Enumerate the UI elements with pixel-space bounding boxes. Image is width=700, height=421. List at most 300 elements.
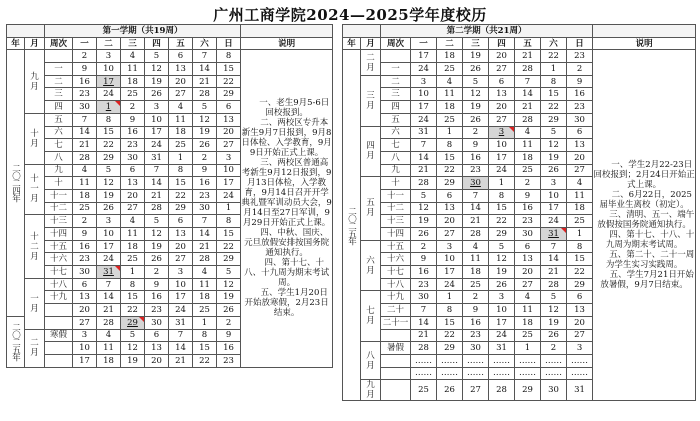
day-cell: …… [489,367,515,380]
week-number: 五 [45,113,73,126]
month-label-text: 六月 [366,255,375,276]
day-cell: 21 [515,50,541,63]
day-cell: 24 [169,304,193,317]
semester-header-blank [593,25,696,38]
day-cell: 4 [515,126,541,139]
day-cell: 28 [489,380,515,401]
day-cell: 5 [97,164,121,177]
day-cell: 23 [145,304,169,317]
day-cell: 11 [193,278,217,291]
day-cell: 16 [193,177,217,190]
day-cell: 12 [489,253,515,266]
day-cell: 19 [411,215,437,228]
day-cell: 26 [489,278,515,291]
day-cell: 3 [169,266,193,279]
month-label [361,50,381,75]
day-cell: 20 [73,304,97,317]
day-cell: 2 [217,316,241,329]
day-cell: 13 [515,253,541,266]
note-line: 一、学生2月22-23日回校报到；2月24日开始正式上课。 [593,160,695,191]
day-cell: 3 [73,329,97,342]
day-cell: 3 [489,291,515,304]
day-cell: 9 [217,329,241,342]
day-cell: 9 [145,278,169,291]
day-cell: 6 [489,75,515,88]
day-cell: 28 [541,278,567,291]
week-number: 二 [381,75,411,88]
month-label-text: 十一月 [30,174,39,205]
semester-header-blank [343,25,381,38]
day-cell: 6 [169,50,193,63]
week-number: 十一 [45,189,73,202]
day-cell: 16 [121,126,145,139]
notes-cell [241,50,333,367]
day-cell: 4 [193,266,217,279]
week-number: 一 [381,63,411,76]
day-cell: 10 [437,253,463,266]
week-number: 十二 [45,202,73,215]
day-cell: 14 [169,342,193,355]
day-cell: 29 [121,316,145,329]
day-cell: 27 [121,202,145,215]
day-cell: 10 [97,228,121,241]
day-cell: 11 [121,228,145,241]
day-cell: 10 [169,278,193,291]
day-cell: 12 [193,113,217,126]
day-cell: 28 [411,342,437,355]
note-line: 四、第十七、十八、十九周为期末考试周。 [244,258,330,289]
day-cell: …… [463,354,489,367]
week-number: 四 [381,101,411,114]
day-cell: 20 [489,101,515,114]
day-cell: 5 [411,189,437,202]
week-number [45,50,73,63]
day-cell: 28 [515,113,541,126]
month-label [25,215,45,278]
day-cell: 18 [121,240,145,253]
month-label-text: 十二月 [30,231,39,262]
column-header-9: 日 [567,37,593,50]
week-number: 十八 [381,278,411,291]
day-cell: 24 [489,329,515,342]
day-cell: 16 [145,291,169,304]
week-number: 一 [45,63,73,76]
day-cell: 14 [145,177,169,190]
column-header-1: 月 [361,37,381,50]
day-cell: 20 [169,75,193,88]
day-cell: 12 [97,177,121,190]
day-cell: 9 [73,63,97,76]
day-cell: 18 [515,151,541,164]
day-cell: 21 [145,189,169,202]
semester-header: 第一学期（共19周） [45,25,241,38]
day-cell: 5 [145,50,169,63]
month-label-text: 五月 [366,198,375,219]
day-cell: 7 [541,240,567,253]
month-label [25,50,45,113]
day-cell: 27 [169,253,193,266]
day-cell: 24 [145,139,169,152]
week-number: 十四 [45,228,73,241]
day-cell: 26 [411,228,437,241]
day-cell: 25 [193,304,217,317]
day-cell: 3 [437,240,463,253]
day-cell: 5 [463,75,489,88]
day-cell: 17 [217,177,241,190]
column-header-7: 五 [169,37,193,50]
day-cell: 18 [121,75,145,88]
day-cell: 14 [541,253,567,266]
day-cell: …… [489,354,515,367]
day-cell: 26 [145,253,169,266]
day-cell: 23 [567,101,593,114]
day-cell: 31 [567,380,593,401]
day-cell: 6 [567,291,593,304]
week-number: 十七 [45,266,73,279]
week-number: 十三 [45,215,73,228]
month-label [361,126,381,177]
day-cell: 24 [97,88,121,101]
day-cell: …… [437,367,463,380]
week-number [45,342,73,355]
day-cell: 1 [121,266,145,279]
week-number: 九 [45,164,73,177]
day-cell: 15 [97,126,121,139]
week-number: 十四 [381,228,411,241]
day-cell: 3 [567,342,593,355]
day-cell: 23 [217,354,241,367]
day-cell: 10 [489,304,515,317]
note-line: 五、学生7月21日开始放暑假，9月7日结束。 [600,270,694,291]
day-cell: 5 [193,101,217,114]
week-number: 三 [45,88,73,101]
day-cell: 2 [515,177,541,190]
day-cell: 29 [437,177,463,190]
day-cell: 13 [489,88,515,101]
day-cell: 14 [411,151,437,164]
day-cell: 8 [121,278,145,291]
note-line: 三、两校区普通高考新生9月12日报到，9月13日体检，入学教育，9月14日召开开学典礼暨军训动员大会，9月14日至27日军训，9月29日开始正式上课。 [241,158,332,229]
day-cell: 17 [489,151,515,164]
day-cell: 1 [489,177,515,190]
note-line: 二、两校区专升本新生9月7日报到，9月8日体检、入学教育，9月9日开始正式上课。 [241,118,332,159]
day-cell: 1 [437,126,463,139]
day-cell: 21 [193,240,217,253]
day-cell: 3 [217,151,241,164]
day-cell: 22 [217,75,241,88]
day-cell: 30 [73,101,97,114]
day-cell: 21 [193,75,217,88]
day-cell: 13 [567,139,593,152]
day-cell: 25 [437,63,463,76]
day-cell: 30 [145,316,169,329]
month-label [361,380,381,401]
week-number: 十七 [381,266,411,279]
day-cell: 7 [169,329,193,342]
day-cell: 20 [567,316,593,329]
day-cell: 30 [73,266,97,279]
day-cell: 26 [437,380,463,401]
day-cell: 29 [437,342,463,355]
day-cell: 9 [463,304,489,317]
day-cell: 9 [193,164,217,177]
week-number [381,367,411,380]
day-cell: 15 [121,291,145,304]
week-number: 六 [45,126,73,139]
week-number [381,50,411,63]
day-cell: 9 [73,228,97,241]
day-cell: 2 [541,342,567,355]
day-cell: 6 [217,101,241,114]
day-cell: 8 [489,189,515,202]
day-cell: 1 [193,316,217,329]
note-line: 二、6月22日，2025届毕业生离校（初定）。 [599,190,692,211]
week-number: 三 [381,88,411,101]
day-cell: 25 [463,278,489,291]
year-label: 二〇二五年 [343,50,361,401]
column-header-3: 一 [411,37,437,50]
day-cell: 6 [567,126,593,139]
week-number: 十五 [45,240,73,253]
day-cell: 16 [567,88,593,101]
day-cell: 4 [169,101,193,114]
column-header-6: 四 [489,37,515,50]
day-cell: 12 [145,63,169,76]
day-cell: 14 [193,63,217,76]
day-cell: 26 [145,88,169,101]
month-label [361,240,381,291]
day-cell: 11 [169,113,193,126]
column-header-0: 年 [343,37,361,50]
day-cell: 29 [515,380,541,401]
day-cell: 26 [193,139,217,152]
day-cell: 24 [541,215,567,228]
month-label-text: 九月 [366,380,375,401]
day-cell: 4 [97,329,121,342]
day-cell: 4 [121,50,145,63]
day-cell: 1 [437,291,463,304]
day-cell: 9 [515,189,541,202]
day-cell: 17 [97,75,121,88]
day-cell: 2 [463,291,489,304]
day-cell: 7 [515,75,541,88]
day-cell: 23 [73,253,97,266]
day-cell: 20 [217,126,241,139]
day-cell: 31 [411,126,437,139]
month-label-text: 二月 [366,52,375,73]
day-cell: 3 [145,101,169,114]
month-label [25,278,45,329]
day-cell: 27 [567,164,593,177]
day-cell: 15 [193,342,217,355]
day-cell: 5 [541,126,567,139]
column-header-0: 年 [7,37,25,50]
year-label: 二〇二五年 [7,316,25,367]
day-cell: 19 [463,101,489,114]
day-cell: 1 [97,101,121,114]
month-label-text: 七月 [366,306,375,327]
day-cell: 13 [73,291,97,304]
day-cell: 8 [193,329,217,342]
day-cell: 22 [121,304,145,317]
day-cell: 22 [541,101,567,114]
week-number: 五 [381,113,411,126]
day-cell: 7 [73,113,97,126]
column-header-4: 二 [97,37,121,50]
week-number: 七 [45,139,73,152]
day-cell: 6 [145,329,169,342]
day-cell: 17 [411,50,437,63]
day-cell: 16 [73,75,97,88]
column-header-8: 六 [193,37,217,50]
day-cell: 26 [463,113,489,126]
day-cell: 2 [145,266,169,279]
day-cell: 26 [541,329,567,342]
day-cell: 17 [411,101,437,114]
day-cell: 2 [121,101,145,114]
day-cell: 28 [463,228,489,241]
day-cell: 24 [411,113,437,126]
day-cell: 1 [567,228,593,241]
note-line: 三、清明、五一、端午放假按国务院通知执行。 [597,210,695,231]
day-cell: 28 [193,253,217,266]
week-number: 暑假 [381,342,411,355]
day-cell: 11 [437,88,463,101]
day-cell: 12 [463,88,489,101]
column-header-row [7,37,333,50]
day-cell: 27 [489,113,515,126]
semester-2-calendar [342,24,696,401]
column-header-10: 说明 [241,37,333,50]
day-cell: 5 [121,329,145,342]
note-line: 一、老生9月5-6日回校报到。 [259,98,330,119]
day-cell: 18 [437,101,463,114]
day-cell: 18 [73,189,97,202]
day-cell: 6 [169,215,193,228]
day-cell: 11 [567,189,593,202]
day-cell: 7 [411,304,437,317]
week-number: 十 [381,177,411,190]
day-cell: 28 [73,151,97,164]
day-cell: 17 [437,266,463,279]
column-header-row [343,37,696,50]
day-cell: 4 [567,177,593,190]
day-cell: 21 [169,354,193,367]
day-cell: 19 [463,50,489,63]
day-cell: 19 [193,126,217,139]
day-cell: 4 [437,75,463,88]
day-cell: 25 [515,164,541,177]
day-cell: 15 [437,316,463,329]
week-number: 八 [381,151,411,164]
day-cell: 30 [463,342,489,355]
day-cell: 8 [541,75,567,88]
day-cell: 13 [121,177,145,190]
column-header-2: 周次 [381,37,411,50]
day-cell: 16 [463,151,489,164]
day-cell: 28 [145,202,169,215]
day-cell: 8 [97,113,121,126]
month-label [361,291,381,342]
day-cell: 30 [411,291,437,304]
column-header-5: 三 [121,37,145,50]
day-cell: 26 [541,164,567,177]
day-cell: 31 [169,316,193,329]
day-cell: 31 [541,228,567,241]
day-cell: 29 [567,278,593,291]
day-cell: …… [411,354,437,367]
day-cell: 12 [121,342,145,355]
day-cell: 12 [541,304,567,317]
note-line: 五、学生1月20日开始放寒假，2月23日结束。 [244,288,329,319]
day-cell: 30 [121,151,145,164]
day-cell: 15 [437,151,463,164]
month-label-text: 八月 [366,350,375,371]
day-cell: 7 [97,278,121,291]
day-cell: 22 [97,139,121,152]
day-cell: 28 [515,63,541,76]
day-cell: 5 [145,215,169,228]
day-cell: 22 [541,50,567,63]
day-cell: 24 [97,253,121,266]
day-cell: 13 [169,63,193,76]
day-cell: 27 [515,278,541,291]
day-cell: 7 [145,164,169,177]
day-cell: 30 [193,202,217,215]
day-cell: 25 [73,202,97,215]
day-cell: 7 [193,50,217,63]
day-cell: 5 [217,266,241,279]
day-cell: …… [463,367,489,380]
month-label-text: 二月 [30,338,39,359]
day-cell: 2 [73,215,97,228]
day-cell: 16 [73,240,97,253]
day-cell: …… [567,367,593,380]
day-cell: 23 [463,164,489,177]
day-cell: 25 [411,380,437,401]
week-number: 十三 [381,215,411,228]
day-cell: 25 [121,88,145,101]
day-cell: 20 [489,50,515,63]
month-label [361,177,381,240]
day-cell: 29 [97,151,121,164]
day-cell: 28 [411,177,437,190]
month-label [25,164,45,215]
day-cell: 10 [97,63,121,76]
day-cell: 28 [193,88,217,101]
day-cell: 22 [489,215,515,228]
day-cell: 25 [515,329,541,342]
day-cell: 27 [169,88,193,101]
day-cell: 1 [541,63,567,76]
day-cell: 6 [121,164,145,177]
semester-1-calendar [6,24,333,368]
column-header-7: 五 [515,37,541,50]
day-cell: 25 [437,113,463,126]
day-cell: 24 [489,164,515,177]
day-cell: 14 [515,88,541,101]
day-cell: 18 [567,202,593,215]
week-number [45,316,73,329]
day-cell: 15 [489,202,515,215]
day-cell: …… [541,367,567,380]
day-cell: 17 [541,202,567,215]
day-cell: 21 [541,266,567,279]
column-header-1: 月 [25,37,45,50]
day-cell: 20 [145,354,169,367]
day-cell: 17 [97,240,121,253]
day-cell: 13 [437,202,463,215]
